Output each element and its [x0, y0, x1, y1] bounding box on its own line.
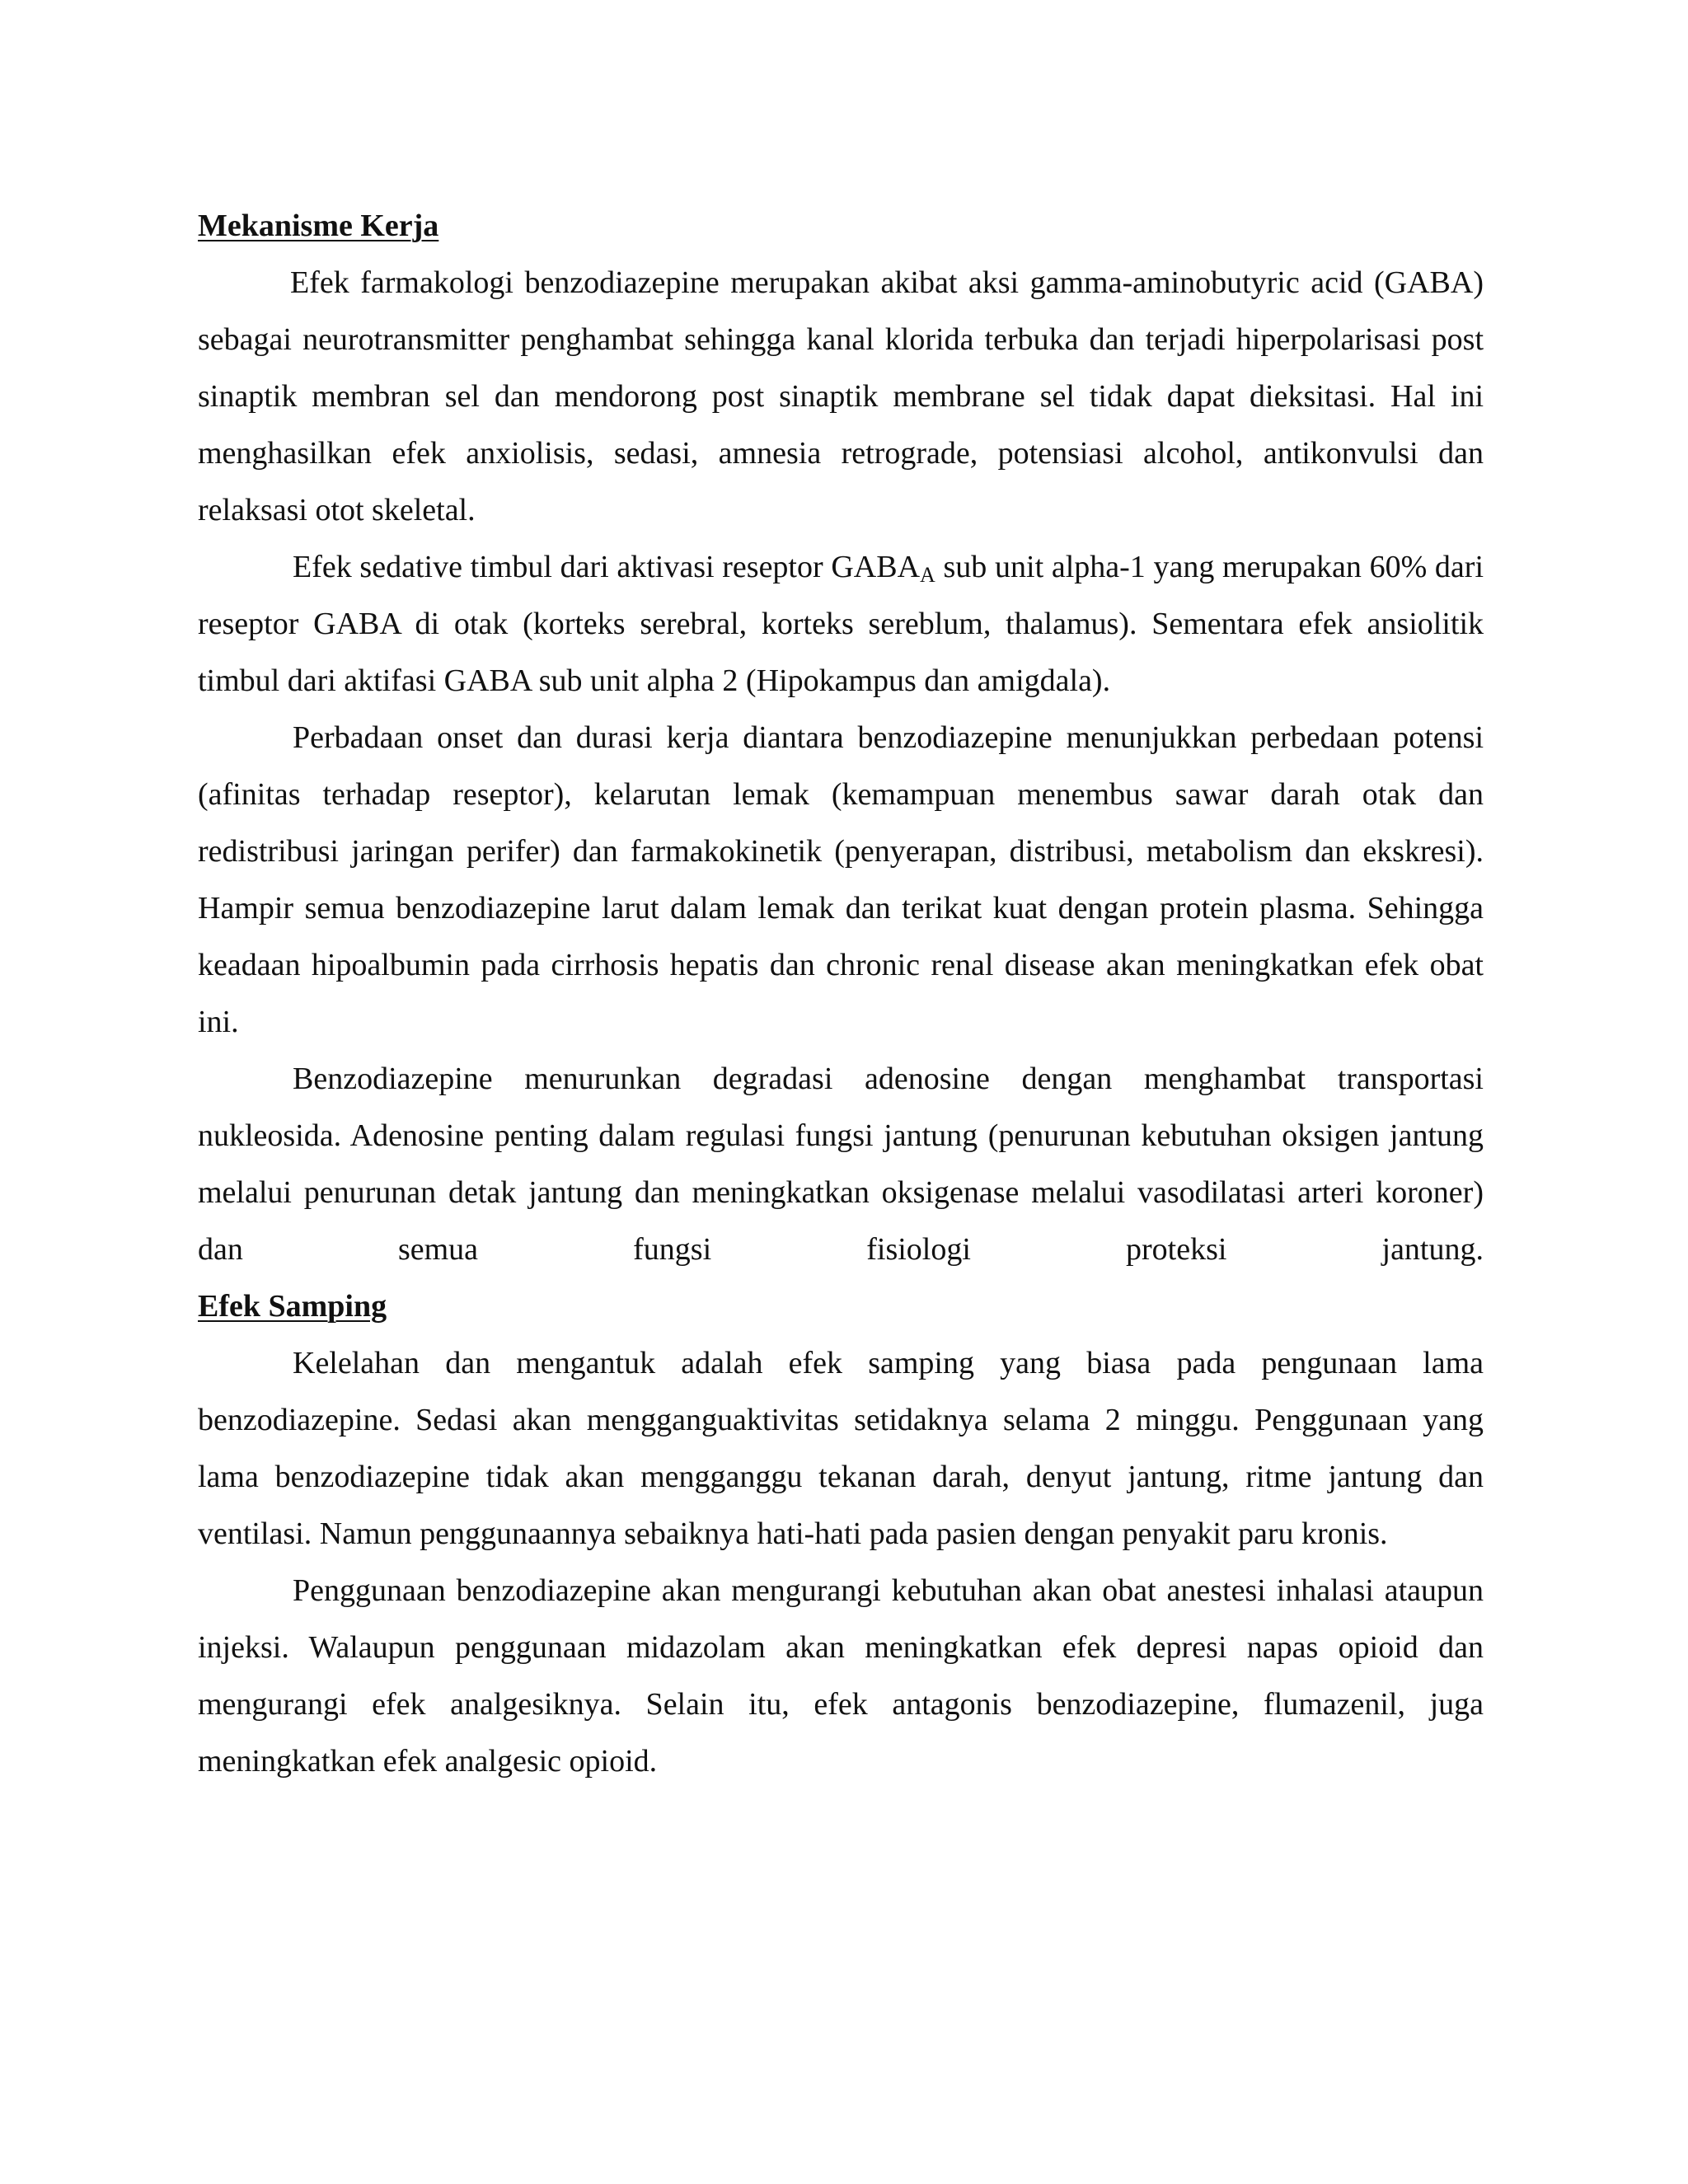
gaba-subscript: A	[920, 563, 935, 587]
paragraph-gaba-mechanism: Efek farmakologi benzodiazepine merupakan akibat aksi gamma-aminobutyric acid (GABA) sebagai neurotransmitter penghambat sehingga kanal klorida terbuka dan terjadi hiperpolarisasi post sinaptik membran sel dan mendorong post sinaptik membrane sel tidak dapat dieksitasi. Hal ini menghasilkan efek anxiolisis, sedasi, amnesia retrograde, potensiasi alcohol, antikonvulsi dan relaksasi otot skeletal.	[198, 265, 1484, 527]
paragraph-adenosine: Benzodiazepine menurunkan degradasi adenosine dengan menghambat transportasi nukleosida. Adenosine penting dalam regulasi fungsi jantung (penurunan kebutuhan oksigen jantung melalui penurunan detak jantung dan meningkatkan oksigenase melalui vasodilatasi arteri koroner) dan semua fungsi fisiologi proteksi jantung.	[198, 1062, 1484, 1267]
paragraph-sedative-effect	[198, 539, 1484, 710]
section-heading-efek-samping: Efek Samping	[198, 1289, 387, 1324]
paragraph-side-effects: Kelelahan dan mengantuk adalah efek samping yang biasa pada pengunaan lama benzodiazepine. Sedasi akan mengganguaktivitas setidaknya selama 2 minggu. Penggunaan yang lama benzodiazepine tidak akan mengganggu tekanan darah, denyut jantung, ritme jantung dan ventilasi. Namun penggunaannya sebaiknya hati-hati pada pasien dengan penyakit paru kronis.	[198, 1346, 1484, 1551]
paragraph-anesthetic-interaction: Penggunaan benzodiazepine akan mengurangi kebutuhan akan obat anestesi inhalasi ataupun injeksi. Walaupun penggunaan midazolam akan meningkatkan efek depresi napas opioid dan mengurangi efek analgesiknya. Selain itu, efek antagonis benzodiazepine, flumazenil, juga meningkatkan efek analgesic opioid.	[198, 1573, 1484, 1779]
paragraph-onset-duration: Perbadaan onset dan durasi kerja diantara benzodiazepine menunjukkan perbedaan potensi (afinitas terhadap reseptor), kelarutan lemak (kemampuan menembus sawar darah otak dan redistribusi jaringan perifer) dan farmakokinetik (penyerapan, distribusi, metabolism dan ekskresi). Hampir semua benzodiazepine larut dalam lemak dan terikat kuat dengan protein plasma. Sehingga keadaan hipoalbumin pada cirrhosis hepatis dan chronic renal disease akan meningkatkan efek obat ini.	[198, 720, 1484, 1039]
paragraph-sedative-text-after: sub unit alpha-1 yang merupakan 60% dari reseptor GABA di otak (korteks serebral, korteks sereblum, thalamus). Sementara efek ansiolitik timbul dari aktifasi GABA sub unit alpha 2 (Hipokampus dan amigdala).	[198, 550, 1484, 698]
document-body	[198, 198, 1484, 1790]
paragraph-sedative-text-before: Efek sedative timbul dari aktivasi reseptor GABA	[293, 550, 921, 584]
section-heading-mekanisme-kerja: Mekanisme Kerja	[198, 209, 439, 243]
